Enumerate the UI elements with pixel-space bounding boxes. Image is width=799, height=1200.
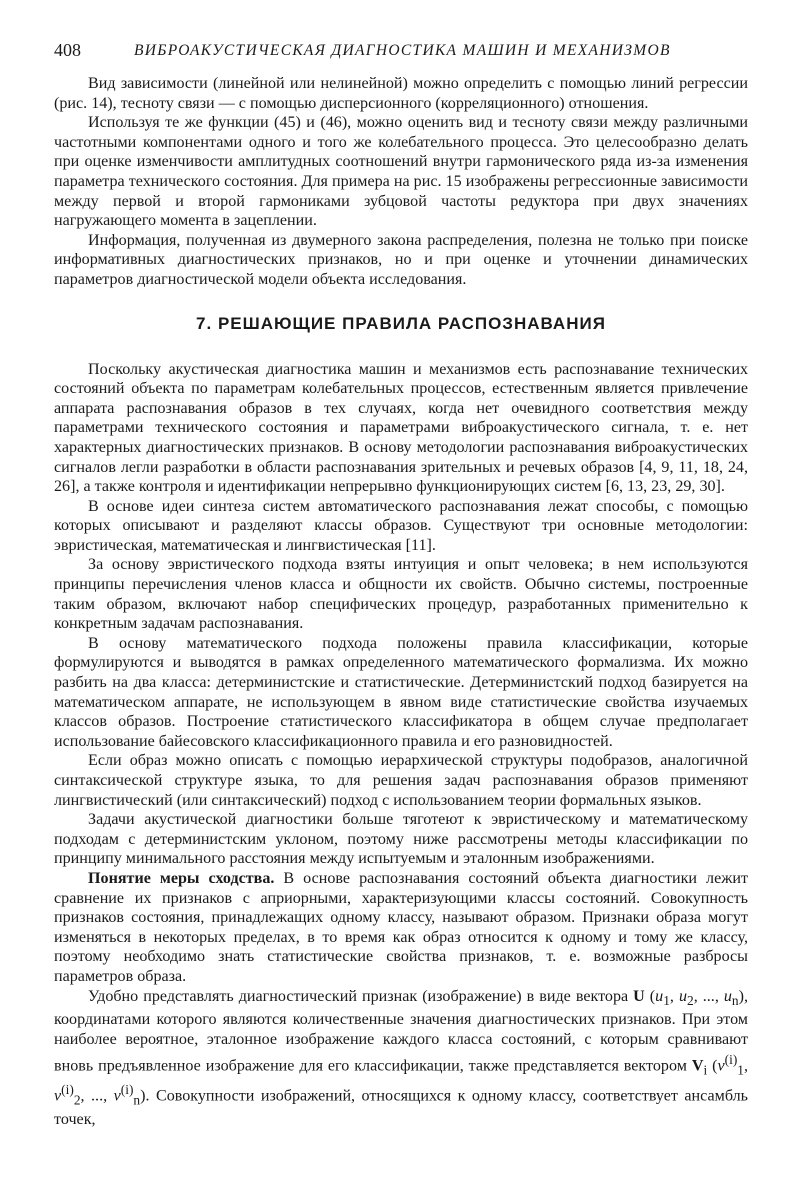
page-header (54, 38, 748, 74)
paragraph: Если образ можно описать с помощью иерархической структуры подобразов, аналогичной синтаксической структуре языка, то для решения задач распознавания образов применяют лингвистический (или синтаксический) подход с использованием теории формальных языков. (54, 752, 748, 809)
paragraph-text: В основе распознавания состояний объекта диагностики лежит сравнение их признаков с априорными, характеризующими классы состояний. Совокупность признаков состояния, принадлежащих одному классу, называют образом. Признаки образа могут изменяться в некоторых пределах, в то время как образ относится к одному и тому же классу, поэтому необходимо знать статистические свойства признаков, т. е. возможные разбросы параметров образа. (54, 869, 748, 985)
page-number: 408 (54, 40, 81, 60)
section-heading: 7. РЕШАЮЩИЕ ПРАВИЛА РАСПОЗНАВАНИЯ (196, 313, 606, 333)
paragraph: В основу математического подхода положены правила классификации, которые формулируются и выводятся в рамках определенного математического формализма. Их можно разбить на два класса: детерминистские и статистические. Детерминистский подход базируется на математическом аппарате, не использующем в явном виде статистические свойства изучаемых классов образов. Построение статистического классификатора в общем случае предполагает использование байесовского классификационного правила и его разновидностей. (54, 634, 748, 750)
paragraph-similarity (54, 869, 748, 987)
vector-u: U (633, 987, 645, 1005)
page (54, 38, 748, 1133)
paragraph: Используя те же функции (45) и (46), можно оценить вид и тесноту связи между различными частотными компонентами одного и того же колебательного процесса. Это целесообразно делать при оценке изменчивости амплитудных соотношений внутри гармонического ряда из-за изменения параметра технического состояния. Для примера на рис. 15 изображены регрессионные зависимости между первой и второй гармониками зубцовой частоты редуктора при двух значениях нагружающего момента в зацеплении. (54, 114, 748, 230)
subsection-lead: Понятие меры сходства. (88, 869, 275, 887)
intro-block (54, 74, 748, 290)
paragraph: Задачи акустической диагностики больше тяготеют к эвристическому и математическому подходам с детерминистским уклоном, поэтому ниже рассмотрены методы классификации по принципу минимального расстояния между испытуемым и эталонным изображениями. (54, 811, 748, 868)
paragraph-vectors: Удобно представлять диагностический признак (изображение) в виде вектора U ($u_1$, $u_2$, ..., $u_n$), координатами которого являются количественные значения диагностических признаков. При этом наиболее вероятное, эталонное изображение каждого класса состояний, с которым сравнивают вновь предъявленное изображение для его классификации, также представляется вектором $V_i$ ($v^{(i)}_1$, $v^{(i)}_2$, ..., $v^{(i)}_n$). Совокупности изображений, относящихся к одному классу, соответствует ансамбль точек, (54, 987, 749, 1128)
paragraph: В основе идеи синтеза систем автоматического распознавания лежат способы, с помощью которых описывают и разделяют классы образов. Существуют три основные методологии: эвристическая, математическая и лингвистическая [11]. (54, 497, 748, 554)
paragraph: Вид зависимости (линейной или нелинейной) можно определить с помощью линий регрессии (рис. 14), тесноту связи — с помощью дисперсионного (корреляционного) отношения. (54, 75, 748, 112)
vector-v: V (691, 1056, 704, 1074)
paragraph: Поскольку акустическая диагностика машин и механизмов есть распознавание технических состояний объекта по параметрам колебательных процессов, естественным является привлечение аппарата распознавания образов в тех случаях, когда нет очевидного соответствия между параметрами технического состояния и параметрами виброакустического сигнала, т. е. нет характерных диагностических признаков. В основу методологии распознавания виброакустических сигналов легли разработки в области распознавания зрительных и речевых образов [4, 9, 11, 18, 24, 26], а также контроля и идентификации непрерывно функционирующих систем [6, 13, 23, 29, 30]. (54, 360, 748, 496)
paragraph: За основу эвристического подхода взяты интуиция и опыт человека; в нем используются принципы перечисления членов класса и общности их свойств. Обычно системы, построенные таким образом, включают набор специфических процедур, разработанных применительно к конкретным задачам распознавания. (54, 556, 748, 633)
paragraph: Информация, полученная из двумерного закона распределения, полезна не только при поиске информативных диагностических признаков, но и при оценке и уточнении динамических параметров диагностической модели объекта исследования. (54, 231, 748, 288)
section-body (54, 360, 748, 1130)
running-title: ВИБРОАКУСТИЧЕСКАЯ ДИАГНОСТИКА МАШИН И МЕХАНИЗМОВ (134, 42, 671, 59)
